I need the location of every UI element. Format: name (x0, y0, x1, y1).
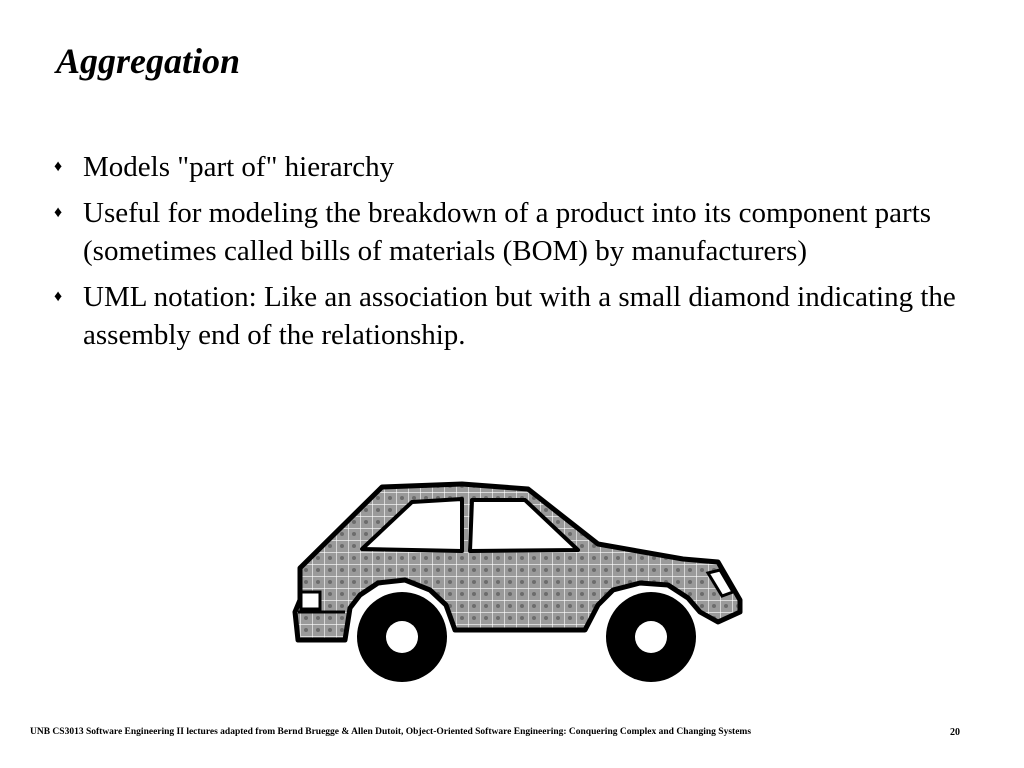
diamond-bullet-icon: ♦ (54, 288, 63, 305)
car-icon (290, 480, 750, 690)
slide-footer: UNB CS3013 Software Engineering II lectures adapted from Bernd Bruegge & Allen Dutoit, Object-Oriented Software Engineering: Conquering Complex and Changing Systems (30, 727, 752, 737)
diamond-bullet-icon: ♦ (54, 158, 63, 175)
page-number: 20 (950, 727, 960, 738)
tail-light (301, 592, 320, 609)
slide-title: Aggregation (56, 41, 241, 81)
bullet-text: Useful for modeling the breakdown of a product into its component parts (sometimes called bills of materials (BOM) by manufacturers) (83, 197, 932, 267)
front-wheel (606, 592, 696, 682)
bullet-list (54, 148, 984, 362)
bullet-item (54, 194, 984, 270)
bullet-item (54, 148, 984, 186)
bullet-item (54, 278, 984, 354)
bullet-text: Models "part of" hierarchy (83, 151, 395, 183)
bullet-text: UML notation: Like an association but with a small diamond indicating the assembly end of the relationship. (83, 281, 956, 351)
rear-wheel (357, 592, 447, 682)
diamond-bullet-icon: ♦ (54, 204, 63, 221)
